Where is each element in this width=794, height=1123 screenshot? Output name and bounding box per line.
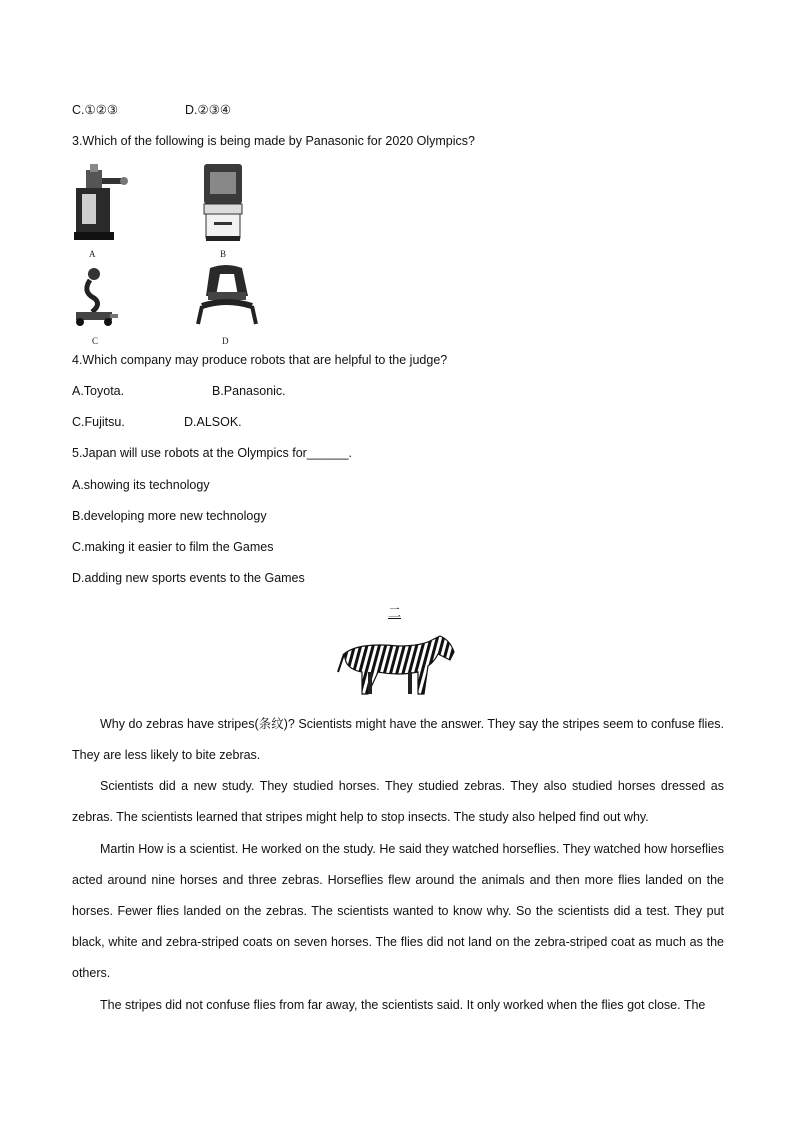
q4-option-a: A.Toyota. [72,384,125,398]
image-label-a: A [89,249,96,259]
passage-paragraph-3-text: Martin How is a scientist. He worked on the study. He said they watched horseflies. They watched how horseflies acted around nine horses and three zebras. Horseflies flew around the animals and then more flies landed on the horses. Fewer flies landed on the zebras. The scientists wanted to know why. So the scientists did a test. They put black, white and zebra-striped coats on seven horses. The flies did not land on the zebra-striped coat as much as the others. [72,842,724,980]
passage-paragraph-1-text: Why do zebras have stripes(条纹)? Scientists might have the answer. They say the stripes seem to confuse flies. They are less likely to bite zebras. [72,717,724,762]
q4-option-d: D.ALSOK. [184,415,242,429]
robot-image-c [72,266,120,328]
q5-option-a: A.showing its technology [72,478,210,492]
image-label-d: D [222,336,229,346]
passage-paragraph-2-text: Scientists did a new study. They studied horses. They studied zebras. They also studied horses dressed as zebras. The scientists learned that stripes might help to stop insects. The study also helped find out why. [72,779,724,824]
robot-image-a [72,160,132,244]
q2-option-d: D.②③④ [185,103,232,117]
q2-option-c: C.①②③ [72,103,119,117]
q5-option-d: D.adding new sports events to the Games [72,571,305,585]
exoskeleton-image-d [196,262,258,330]
passage-paragraph-4-text: The stripes did not confuse flies from far away, the scientists said. It only worked when the flies got close. The [100,998,706,1012]
zebra-image [338,632,458,700]
image-label-b: B [220,249,227,259]
passage-paragraph-4 [72,990,724,1021]
q3-question: 3.Which of the following is being made by Panasonic for 2020 Olympics? [72,134,475,148]
q5-option-b: B.developing more new technology [72,509,267,523]
q4-question: 4.Which company may produce robots that are helpful to the judge? [72,353,448,367]
passage-paragraph-3 [72,834,724,989]
passage-paragraph-2 [72,771,724,833]
q4-option-b: B.Panasonic. [212,384,286,398]
q5-question: 5.Japan will use robots at the Olympics for______. [72,446,353,460]
q4-option-c: C.Fujitsu. [72,415,125,429]
section-heading: 二 [388,605,402,620]
passage-paragraph-1 [72,709,724,771]
image-label-c: C [92,336,99,346]
q5-option-c: C.making it easier to film the Games [72,540,274,554]
robot-image-b [202,164,244,242]
